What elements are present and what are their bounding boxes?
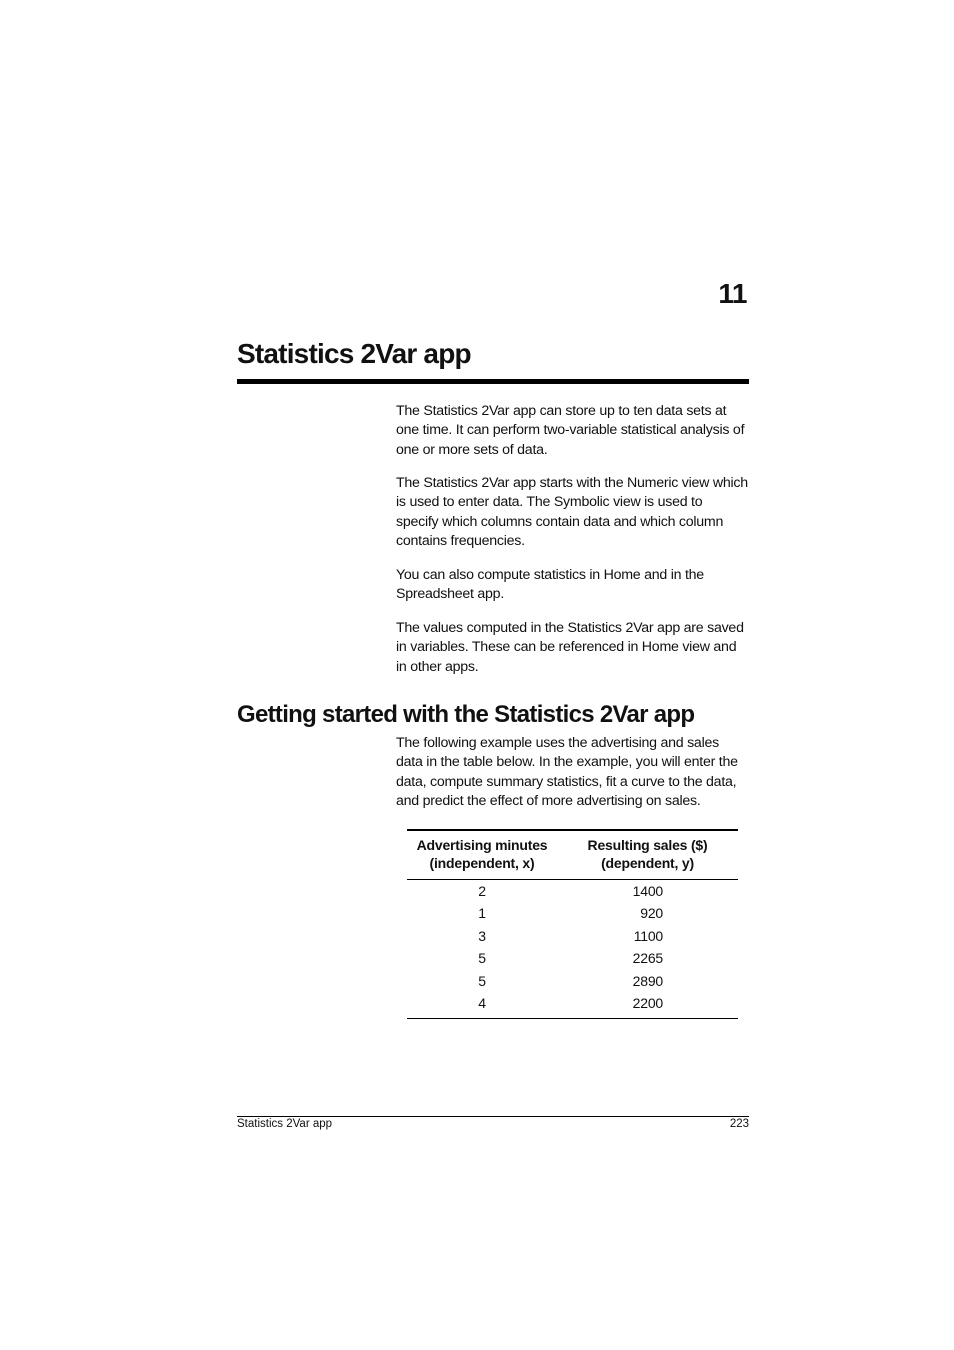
cell-y: 2890 [632, 972, 663, 989]
table-row [407, 902, 738, 924]
section-heading: Getting started with the Statistics 2Var app [237, 701, 695, 728]
table-row [407, 970, 738, 992]
cell-y: 1100 [633, 927, 663, 944]
footer-chapter-title: Statistics 2Var app [237, 1118, 333, 1130]
table-row [407, 880, 738, 903]
chapter-number: 11 [718, 278, 747, 309]
cell-y: 2200 [557, 992, 738, 1019]
cell-y: 2265 [632, 950, 663, 967]
chapter-title: Statistics 2Var app [237, 338, 471, 369]
column-header-x: Advertising minutes (independent, x) [407, 830, 557, 880]
cell-y: 1400 [632, 883, 663, 899]
column-header-y: Resulting sales ($) (dependent, y) [557, 830, 738, 880]
advertising-sales-table [407, 829, 738, 1019]
intro-paragraph-4: The values computed in the Statistics 2Var app are saved in variables. These can be referenced in Home view and in other apps. [396, 620, 744, 675]
cell-y: 920 [640, 905, 663, 922]
section-paragraph: The following example uses the advertising and sales data in the table below. In the example, you will enter the data, compute summary statistics, fit a curve to the data, and predict the effect of more advertising on sales. [396, 735, 738, 810]
page-number: 223 [729, 1118, 749, 1130]
intro-paragraph-1: The Statistics 2Var app can store up to ten data sets at one time. It can perform two-variable statistical analysis of one or more sets of data. [396, 403, 745, 458]
cell-x: 1 [478, 905, 486, 922]
cell-x: 4 [407, 992, 557, 1019]
cell-x: 2 [478, 883, 486, 899]
cell-x: 3 [478, 927, 486, 944]
intro-paragraph-3: You can also compute statistics in Home and in the Spreadsheet app. [396, 567, 704, 603]
title-rule [237, 379, 749, 384]
intro-paragraph-2: The Statistics 2Var app starts with the Numeric view which is used to enter data. The Symbolic view is used to specify which columns contain data and which column contains frequencies. [396, 475, 748, 550]
table-header-row [407, 830, 738, 880]
cell-x: 5 [478, 972, 486, 989]
table-row [407, 947, 738, 969]
cell-x: 5 [478, 950, 486, 967]
table-row [407, 925, 738, 947]
table-row [407, 992, 738, 1019]
